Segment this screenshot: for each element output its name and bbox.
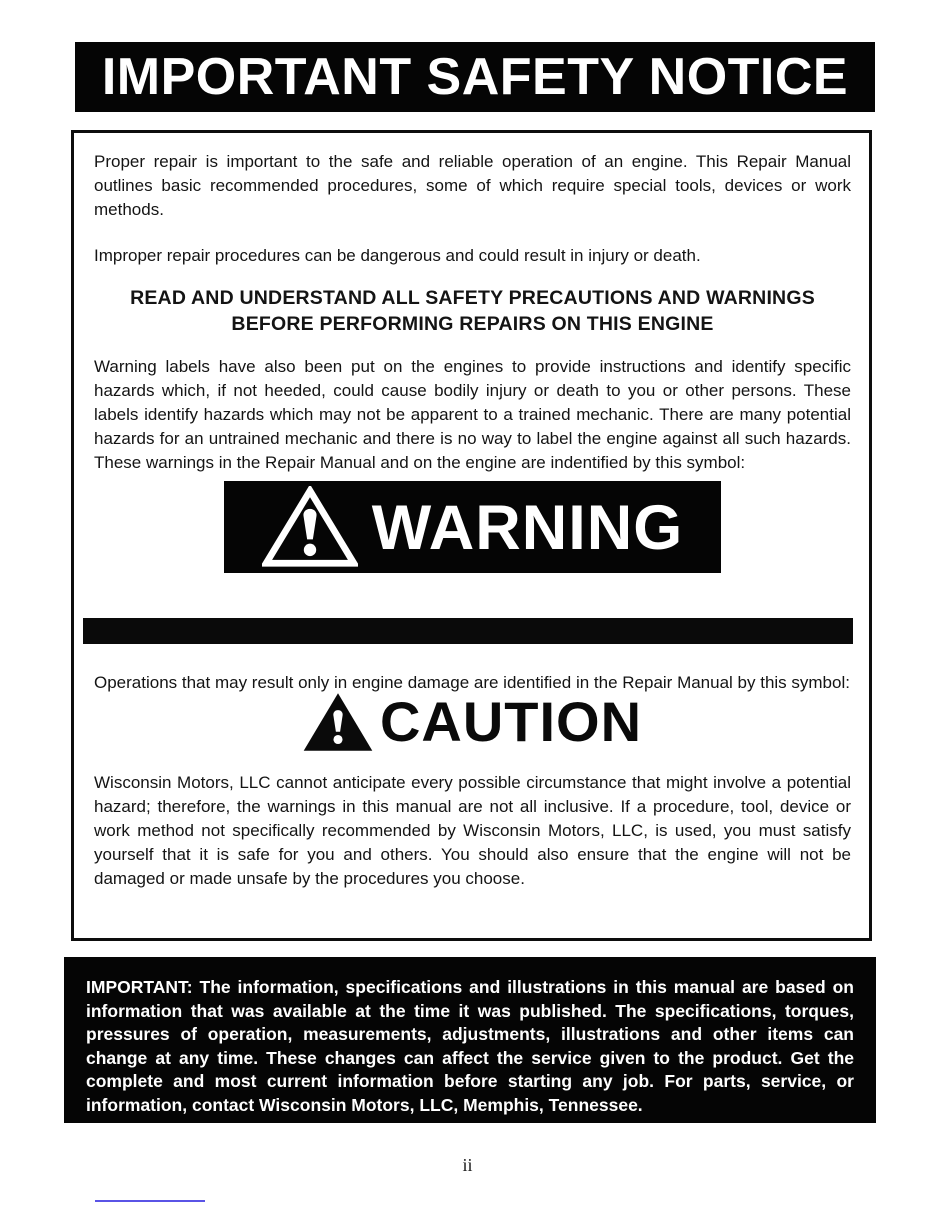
caution-symbol: [94, 687, 851, 757]
paragraph-operations: Operations that may result only in engine damage are identified in the Repair Manual by this symbol:: [94, 673, 850, 692]
caution-label: CAUTION: [379, 690, 643, 753]
paragraph-proper-repair: Proper repair is important to the safe and reliable operation of an engine. This Repair Manual outlines basic recommended procedures, some of which require special tools, devices or work methods.: [94, 152, 851, 219]
warning-label: WARNING: [371, 492, 684, 563]
caution-triangle-icon: [303, 691, 373, 753]
important-information-box: IMPORTANT: The information, specifications and illustrations in this manual are based on information that was available at the time it was published. The specifications, torques, pressures of operation, measurements, adjustments, illustrations and other items can change at any time. These changes can affect the service given to the product. Get the complete and most current information before starting any job. For parts, service, or information, contact Wisconsin Motors, LLC, Memphis, Tennessee.: [64, 957, 876, 1123]
safety-notice-box: [71, 130, 872, 941]
page-title: IMPORTANT SAFETY NOTICE: [75, 42, 875, 112]
page-number: ii: [462, 1155, 473, 1175]
warning-triangle-icon: [262, 486, 358, 568]
read-understand-heading: READ AND UNDERSTAND ALL SAFETY PRECAUTIONS AND WARNINGS BEFORE PERFORMING REPAIRS ON THIS ENGINE: [130, 287, 815, 335]
paragraph-wisconsin-motors: Wisconsin Motors, LLC cannot anticipate every possible circumstance that might involve a potential hazard; therefore, the warnings in this manual are not all inclusive. If a procedure, tool, device or work method not specifically recommended by Wisconsin Motors, LLC, is used, you must satisfy yourself that it is safe for you and others. You should also ensure that the engine will not be damaged or made unsafe by the procedures you choose.: [94, 773, 851, 888]
paragraph-improper-repair: Improper repair procedures can be dangerous and could result in injury or death.: [94, 246, 701, 265]
footer-accent-line: [95, 1200, 205, 1202]
warning-banner: [224, 481, 721, 573]
paragraph-warning-labels: Warning labels have also been put on the engines to provide instructions and identify specific hazards which, if not heeded, could cause bodily injury or death to you or other persons. These labels identify hazards which may not be apparent to a trained mechanic. There are many potential hazards for an untrained mechanic and there is no way to label the engine against all such hazards. These warnings in the Repair Manual and on the engine are indentified by this symbol:: [94, 357, 851, 472]
solid-divider-bar: [83, 618, 853, 644]
